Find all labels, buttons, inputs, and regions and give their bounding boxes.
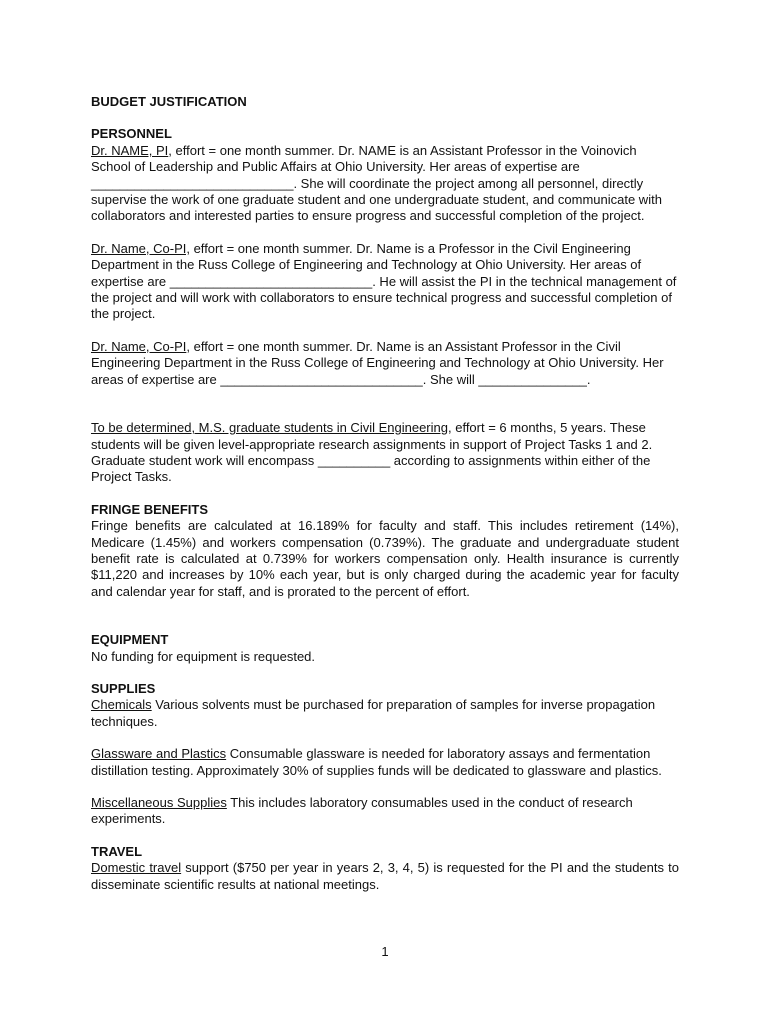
personnel-entry-name: Dr. NAME, PI [91,142,169,158]
personnel-entry-text: , effort = 6 months, 5 years. These students will be given level-appropriate research assignments in support of Project Tasks 1 and 2. Graduate student work will encompass __________ according to assignments within either of the Project Tasks. [91,420,653,485]
travel-item-name: Domestic travel [91,860,182,876]
personnel-entry-grad-students [91,420,679,486]
personnel-entry-pi [91,143,679,225]
document-page [91,94,679,893]
travel-heading: TRAVEL [91,843,143,859]
supplies-item-misc [91,795,679,828]
personnel-entry-copi-2 [91,339,679,388]
personnel-entry-name: Dr. Name, Co-PI, [91,240,190,256]
supplies-heading: SUPPLIES [91,680,156,696]
supplies-item-text: Various solvents must be purchased for preparation of samples for inverse propagation techniques. [91,697,656,729]
document-title: BUDGET JUSTIFICATION [91,94,247,109]
personnel-entry-name: To be determined, M.S. graduate students in Civil Engineering [91,420,448,436]
personnel-heading: PERSONNEL [91,126,172,142]
supplies-item-name: Miscellaneous Supplies [91,795,227,810]
personnel-entry-text: effort = one month summer. Dr. Name is a Professor in the Civil Engineering Department in the Russ College of Engineering and Technology at Ohio University. Her areas of expertise are ____________________________. He will assist the PI in the technical management of the project and will work with collaborators to ensure technical progress and successful completion of the project. [91,240,677,322]
personnel-entry-name: Dr. Name, Co-PI [91,338,187,354]
supplies-item-chemicals [91,697,679,730]
supplies-item-name: Glassware and Plastics [91,746,227,762]
fringe-heading: FRINGE BENEFITS [91,501,209,517]
personnel-entry-copi-1 [91,241,679,323]
personnel-entry-text: , effort = one month summer. Dr. Name is an Assistant Professor in the Civil Engineering Department in the Russ College of Engineering and Technology at Ohio University. Her areas of expertise are ____________________________. She will _______________. [91,338,664,387]
supplies-item-name: Chemicals [91,697,152,713]
supplies-item-glassware [91,746,679,779]
fringe-text: Fringe benefits are calculated at 16.189% for faculty and staff. This includes retirement (14%), Medicare (1.45%) and workers compensation (0.739%). The graduate and undergraduate student benefit rate is calculated at 0.739% for workers compensation only. Health insurance is currently $11,220 and increases by 10% each year, but is only charged during the academic year for faculty and calendar year for staff, and is prorated to the percent of effort. [91,518,679,599]
page-number: 1 [381,944,389,959]
personnel-entry-text: , effort = one month summer. Dr. NAME is an Assistant Professor in the Voinovich School of Leadership and Public Affairs at Ohio University. Her areas of expertise are ____________________________. She will coordinate the project among all personnel, directly supervise the work of one graduate student and one undergraduate student, and communicate with collaborators and interested parties to ensure progress and successful completion of the project. [91,142,662,224]
supplies-item-text: Consumable glassware is needed for laboratory assays and fermentation distillation testing. Approximately 30% of supplies funds will be dedicated to glassware and plastics. [91,746,662,778]
travel-text [91,860,679,893]
equipment-text: No funding for equipment is requested. [91,648,316,664]
travel-item-text: support ($750 per year in years 2, 3, 4, 5) is requested for the PI and the students to disseminate scientific results at national meetings. [91,860,679,892]
supplies-item-text: This includes laboratory consumables used in the conduct of research experiments. [91,795,633,827]
equipment-heading: EQUIPMENT [91,632,169,648]
